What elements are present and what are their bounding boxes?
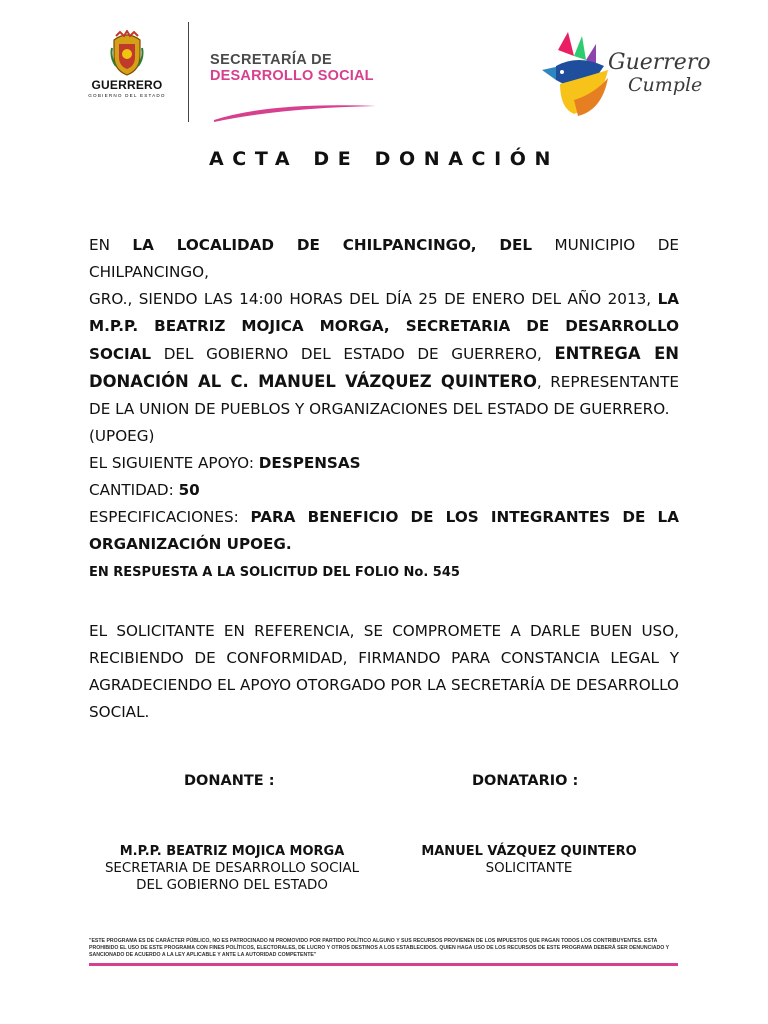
donatario-label: DONATARIO : — [472, 773, 579, 789]
donation-paragraph — [89, 232, 679, 558]
guerrero-shield-icon — [110, 30, 144, 76]
commitment-paragraph — [89, 618, 679, 726]
paragraph-line: GRO., SIENDO LAS 14:00 HORAS DEL DÍA 25 DE ENERO DEL AÑO 2013, LA — [89, 290, 679, 308]
document-title: ACTA DE DONACIÓN — [208, 148, 559, 170]
header-divider — [188, 22, 189, 122]
department-line-1: SECRETARÍA DE — [210, 52, 333, 68]
disclaimer-line: "ESTE PROGRAMA ES DE CARÁCTER PÚBLICO, NO ES PATROCINADO NI PROMOVIDO POR PARTIDO POLÍTICO ALGUNO Y SUS RECURSOS PROVIENEN DE LOS IMPUESTOS QUE PAGAN TODOS LOS CONTRIBUYENTES. ESTA — [89, 938, 658, 944]
paragraph-line: EN LA LOCALIDAD DE CHILPANCINGO, DEL MUNICIPIO DE CHILPANCINGO, — [89, 236, 679, 281]
donante-signature-block — [92, 843, 372, 894]
cantidad-line — [89, 477, 679, 504]
apoyo-label: EL SIGUIENTE APOYO: — [89, 454, 259, 472]
commitment-line: SOCIAL. — [89, 703, 150, 721]
department-line-2: DESARROLLO SOCIAL — [210, 68, 374, 84]
paragraph-line: (UPOEG) — [89, 427, 155, 445]
disclaimer-line: SANCIONADO DE ACUERDO A LA LEY APLICABLE Y ANTE LA AUTORIDAD COMPETENTE" — [89, 952, 317, 958]
donatario-name: MANUEL VÁZQUEZ QUINTERO — [421, 844, 637, 859]
paragraph-line: DE LA UNION DE PUEBLOS Y ORGANIZACIONES DEL ESTADO DE GUERRERO. — [89, 400, 670, 418]
pink-swoosh-decoration — [210, 92, 380, 126]
guerrero-cumple-logo — [538, 30, 712, 122]
state-logo-name: GUERRERO — [91, 78, 163, 92]
folio-reference: EN RESPUESTA A LA SOLICITUD DEL FOLIO No. 545 — [89, 565, 460, 580]
paragraph-line: M.P.P. BEATRIZ MOJICA MORGA, SECRETARIA DE DESARROLLO — [89, 317, 679, 335]
paragraph-line: DONACIÓN AL C. MANUEL VÁZQUEZ QUINTERO, REPRESENTANTE — [89, 372, 679, 391]
donatario-signature-block — [394, 843, 664, 877]
guerrero-state-logo — [86, 30, 168, 108]
document-header — [0, 0, 768, 140]
donatario-role: SOLICITANTE — [485, 861, 573, 876]
legal-disclaimer — [89, 938, 681, 959]
apoyo-value: DESPENSAS — [258, 454, 361, 472]
commitment-line: AGRADECIENDO EL APOYO OTORGADO POR LA SECRETARÍA DE DESARROLLO — [89, 676, 679, 694]
slogan-line-2: Cumple — [628, 74, 703, 96]
cantidad-label: CANTIDAD: — [89, 481, 179, 499]
department-name — [210, 52, 374, 84]
especificaciones-line — [89, 504, 679, 531]
donante-role-line-2: DEL GOBIERNO DEL ESTADO — [136, 878, 328, 893]
commitment-line: EL SOLICITANTE EN REFERENCIA, SE COMPROMETE A DARLE BUEN USO, — [89, 622, 679, 640]
commitment-line: RECIBIENDO DE CONFORMIDAD, FIRMANDO PARA CONSTANCIA LEGAL Y — [89, 649, 679, 667]
especificaciones-label: ESPECIFICACIONES: — [89, 508, 251, 526]
disclaimer-line: PROHIBIDO EL USO DE ESTE PROGRAMA CON FINES POLÍTICOS, ELECTORALES, DE LUCRO Y OTROS DESTINOS A LOS ESTABLECIDOS. QUIEN HAGA USO DE LOS RECURSOS DE ESTE PROGRAMA DEBERÁ SER DENUNCIADO Y — [89, 945, 670, 951]
state-logo-subtitle: GOBIERNO DEL ESTADO — [88, 93, 166, 98]
donante-role-line-1: SECRETARIA DE DESARROLLO SOCIAL — [104, 861, 360, 876]
footer-pink-rule — [89, 963, 678, 966]
especificaciones-value-continued: ORGANIZACIÓN UPOEG. — [89, 535, 292, 553]
paragraph-line: SOCIAL DEL GOBIERNO DEL ESTADO DE GUERRERO, ENTREGA EN — [89, 344, 679, 363]
apoyo-line — [89, 450, 679, 477]
guerrero-cumple-bird-icon — [538, 30, 618, 122]
donante-label: DONANTE : — [184, 773, 275, 789]
cantidad-value: 50 — [178, 481, 200, 499]
donante-name: M.P.P. BEATRIZ MOJICA MORGA — [119, 844, 345, 859]
slogan-line-1: Guerrero — [608, 50, 711, 75]
especificaciones-value: PARA BENEFICIO DE LOS INTEGRANTES DE LA — [250, 508, 679, 526]
